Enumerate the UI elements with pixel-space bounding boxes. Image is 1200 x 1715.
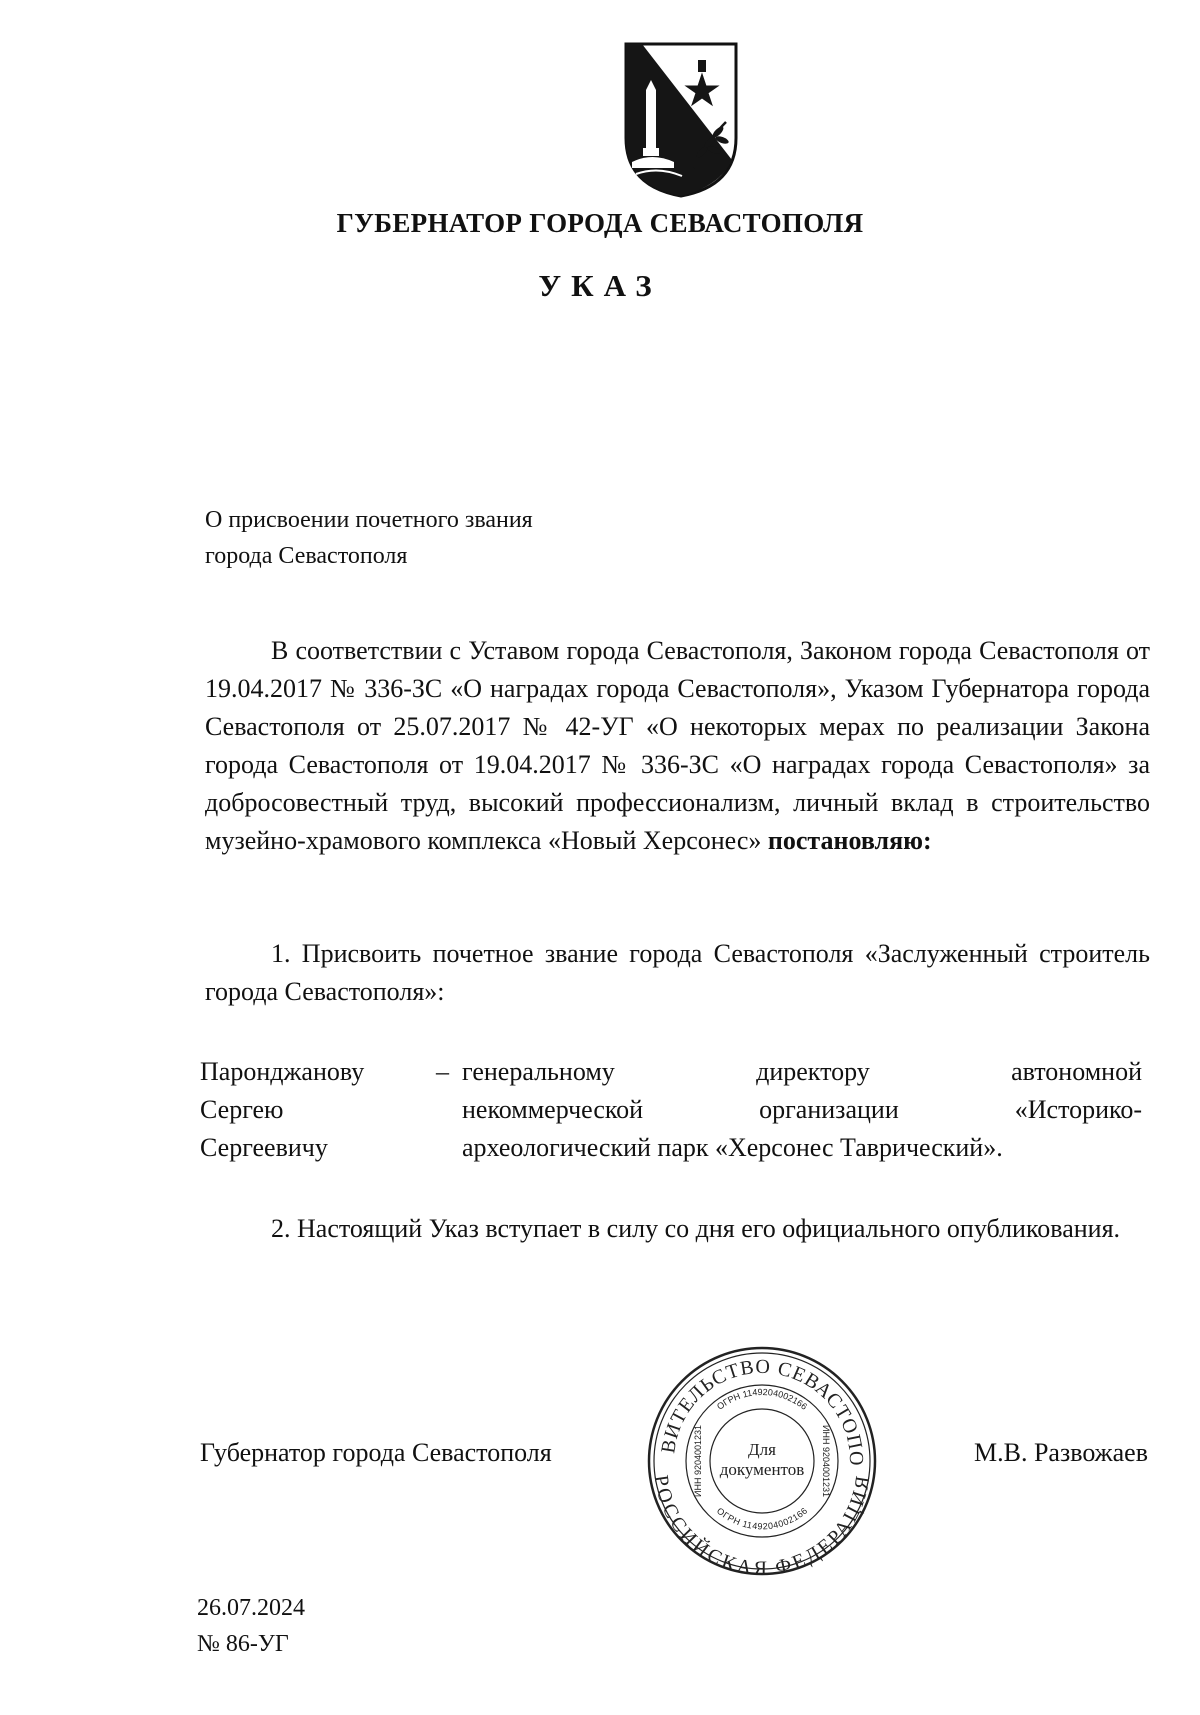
seal-ring-bottom-text: ОГРН 1149204002166 (714, 1505, 810, 1532)
document-date: 26.07.2024 (197, 1595, 305, 1621)
awardee-patronymic: Сергеевичу (200, 1133, 328, 1162)
subject-line-2: города Севастополя (205, 543, 408, 569)
issuing-authority: ГУБЕРНАТОР ГОРОДА СЕВАСТОПОЛЯ (336, 208, 864, 238)
official-seal (644, 1343, 880, 1579)
signatory-position: Губернатор города Севастополя (200, 1438, 552, 1467)
clause-2 (205, 1210, 1150, 1248)
seal-center-line-1: Для (748, 1440, 776, 1459)
subject-line-1: О присвоении почетного звания (205, 507, 533, 533)
role-dash: – (436, 1057, 449, 1086)
awardee-given-name: Сергею (200, 1095, 284, 1124)
document-type: УКАЗ (538, 268, 662, 303)
seal-outer-top-text: ВИТЕЛЬСТВО СЕВАСТОПО (657, 1355, 868, 1466)
document-number: № 86-УГ (197, 1631, 289, 1657)
clause-1-text: 1. Присвоить почетное звание города Севастополя «Заслуженный строитель города Севастополя»: (205, 939, 1150, 1006)
role-line-1-text: генеральному директору автономной (462, 1057, 1142, 1086)
document-footer (197, 1590, 305, 1662)
awardee-surname: Паронджанову (200, 1057, 365, 1086)
awardee-role-line-3: археологический парк «Херсонес Таврический». (462, 1133, 1003, 1162)
preamble-text: В соответствии с Уставом города Севастополя, Законом города Севастополя от 19.04.2017 № 336-ЗС «О наградах города Севастополя», Указом Губернатора города Севастополя от 25.07.2017 № 42-УГ «О некоторых мерах по реализации Закона города Севастополя от 19.04.2017 № 336-ЗС «О наградах города Севастополя» за добросовестный труд, высокий профессионализм, личный вклад в строительство музейно-храмового комплекса «Новый Херсонес» (205, 636, 1150, 855)
seal-center-line-2: документов (719, 1460, 805, 1479)
preamble-decree-word: постановляю: (767, 826, 932, 855)
awardee-role-line-1 (436, 1053, 1142, 1091)
seal-ring-right-text: ИНН 9204001231 (821, 1424, 831, 1498)
awardee-role-line-2: некоммерческой организации «Историко- (462, 1095, 1142, 1124)
signatory-name: М.В. Развожаев (973, 1438, 1148, 1467)
clause-2-text: 2. Настоящий Указ вступает в силу со дня его официального опубликования. (271, 1214, 1121, 1243)
seal-outer-bottom-text: РОССИЙСКАЯ ФЕДЕРАЦИЯ (649, 1473, 875, 1579)
awardee-role (436, 1053, 1142, 1167)
clause-1 (205, 935, 1150, 1011)
seal-ring-top-text: ОГРН 1149204002166 (714, 1386, 810, 1412)
awardee-name (200, 1053, 364, 1167)
svg-text:ОГРН 1149204002166 (715, 1506, 809, 1532)
preamble-paragraph (205, 632, 1150, 860)
svg-text:ОГРН 1149204002166 (715, 1387, 809, 1412)
seal-ring-left-text: ИНН 9204001231 (693, 1424, 703, 1498)
sevastopol-coat-of-arms-icon (622, 40, 740, 200)
document-subject (205, 502, 533, 574)
